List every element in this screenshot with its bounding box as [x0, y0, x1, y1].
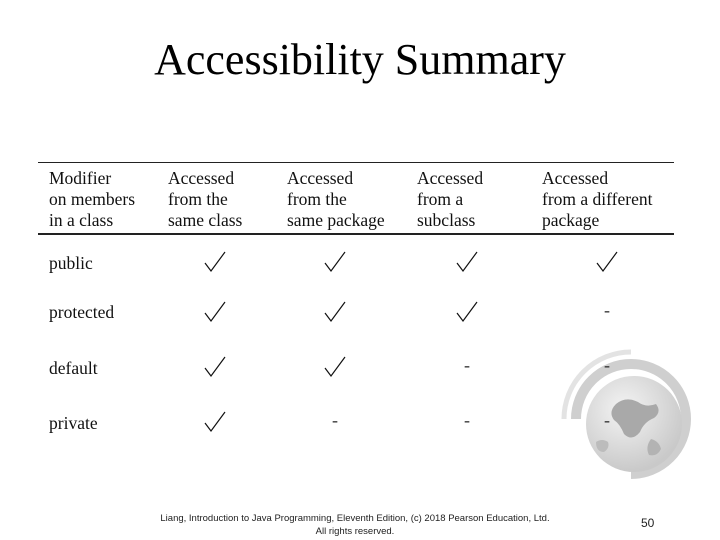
check-icon — [203, 250, 227, 274]
footer-line-1: Liang, Introduction to Java Programming, Eleventh Edition, (c) 2018 Pearson Education, Ltd. — [160, 513, 550, 524]
check-icon — [203, 410, 227, 434]
cell-public-1 — [305, 250, 365, 284]
header-same-package: Accessed from the same package — [287, 168, 385, 230]
cell-default-0 — [185, 355, 245, 389]
dash-mark: - — [604, 410, 610, 430]
dash-mark: - — [332, 410, 338, 430]
cell-public-2 — [437, 250, 497, 284]
check-icon — [595, 250, 619, 274]
check-icon — [455, 300, 479, 324]
dash-mark: - — [464, 355, 470, 375]
row-label-default: default — [49, 358, 98, 378]
cell-protected-1 — [305, 300, 365, 334]
check-icon — [203, 355, 227, 379]
footer — [120, 512, 590, 538]
cell-public-0 — [185, 250, 245, 284]
cell-private-0 — [185, 410, 245, 444]
cell-protected-0 — [185, 300, 245, 334]
check-icon — [323, 355, 347, 379]
header-modifier: Modifier on members in a class — [49, 168, 136, 230]
header-different-package: Accessed from a different package — [542, 168, 653, 230]
check-icon — [323, 300, 347, 324]
dash-mark: - — [464, 410, 470, 430]
row-label-protected: protected — [49, 302, 115, 322]
cell-private-3 — [577, 410, 637, 444]
cell-default-2 — [437, 355, 497, 389]
table-header-rule — [38, 233, 674, 235]
cell-protected-3 — [577, 300, 637, 334]
cell-public-3 — [577, 250, 637, 284]
row-label-public: public — [49, 253, 93, 273]
row-label-private: private — [49, 413, 98, 433]
cell-private-2 — [437, 410, 497, 444]
check-icon — [323, 250, 347, 274]
table-top-rule — [38, 162, 674, 163]
slide-title: Accessibility Summary — [154, 35, 566, 84]
cell-default-3 — [577, 355, 637, 389]
check-icon — [203, 300, 227, 324]
dash-mark: - — [604, 355, 610, 375]
cell-default-1 — [305, 355, 365, 389]
header-same-class: Accessed from the same class — [168, 168, 243, 230]
footer-line-2: All rights reserved. — [315, 526, 395, 537]
header-subclass: Accessed from a subclass — [417, 168, 484, 230]
page-number: 50 — [641, 516, 655, 530]
cell-protected-2 — [437, 300, 497, 334]
cell-private-1 — [305, 410, 365, 444]
dash-mark: - — [604, 300, 610, 320]
check-icon — [455, 250, 479, 274]
